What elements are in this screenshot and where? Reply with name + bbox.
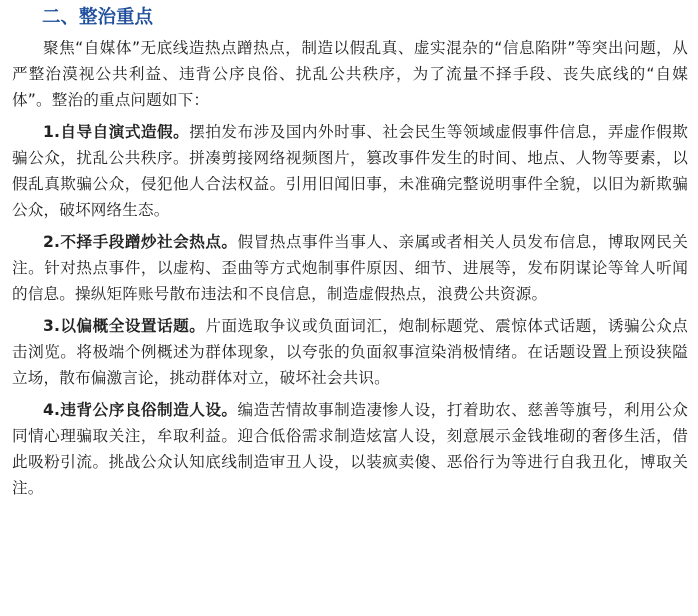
- section-heading: 二、整治重点: [42, 7, 154, 28]
- item-body-3: 片面选取争议或负面词汇，炮制标题党、震惊体式话题，诱骗公众点击浏览。将极端个例概述为群体现象，以夸张的负面叙事渲染消极情绪。在话题设置上预设狭隘立场，散布偏激言论，挑动群体对立，破坏社会共识。: [12, 317, 688, 387]
- item-paragraph-1: [12, 119, 688, 223]
- item-paragraph-2: [12, 229, 688, 307]
- item-body-2: 假冒热点事件当事人、亲属或者相关人员发布信息，博取网民关注。针对热点事件，以虚构、歪曲等方式炮制事件原因、细节、进展等，发布阴谋论等耸人听闻的信息。操纵矩阵账号散布违法和不良信息，制造虚假热点，浪费公共资源。: [12, 233, 688, 303]
- intro-paragraph: 聚焦“自媒体”无底线造热点蹭热点，制造以假乱真、虚实混杂的“信息陷阱”等突出问题，从严整治漠视公共利益、违背公序良俗、扰乱公共秩序，为了流量不择手段、丧失底线的“自媒体”。整治的重点问题如下：: [12, 39, 688, 109]
- item-paragraph-4: [12, 397, 688, 501]
- item-title-1: 1.自导自演式造假。: [43, 123, 190, 141]
- item-paragraph-3: [12, 313, 688, 391]
- item-body-4: 编造苦情故事制造凄惨人设，打着助农、慈善等旗号，利用公众同情心理骗取关注，牟取利益。迎合低俗需求制造炫富人设，刻意展示金钱堆砌的奢侈生活，借此吸粉引流。挑战公众认知底线制造审丑人设，以装疯卖傻、恶俗行为等进行自我丑化，博取关注。: [12, 401, 688, 497]
- item-title-2: 2.不择手段蹭炒社会热点。: [43, 233, 238, 251]
- item-title-4: 4.违背公序良俗制造人设。: [43, 401, 238, 419]
- item-title-3: 3.以偏概全设置话题。: [43, 317, 206, 335]
- item-body-1: 摆拍发布涉及国内外时事、社会民生等领域虚假事件信息，弄虚作假欺骗公众，扰乱公共秩序。拼凑剪接网络视频图片，篡改事件发生的时间、地点、人物等要素，以假乱真欺骗公众，侵犯他人合法权益。引用旧闻旧事，未准确完整说明事件全貌，以旧为新欺骗公众，破坏网络生态。: [12, 123, 688, 219]
